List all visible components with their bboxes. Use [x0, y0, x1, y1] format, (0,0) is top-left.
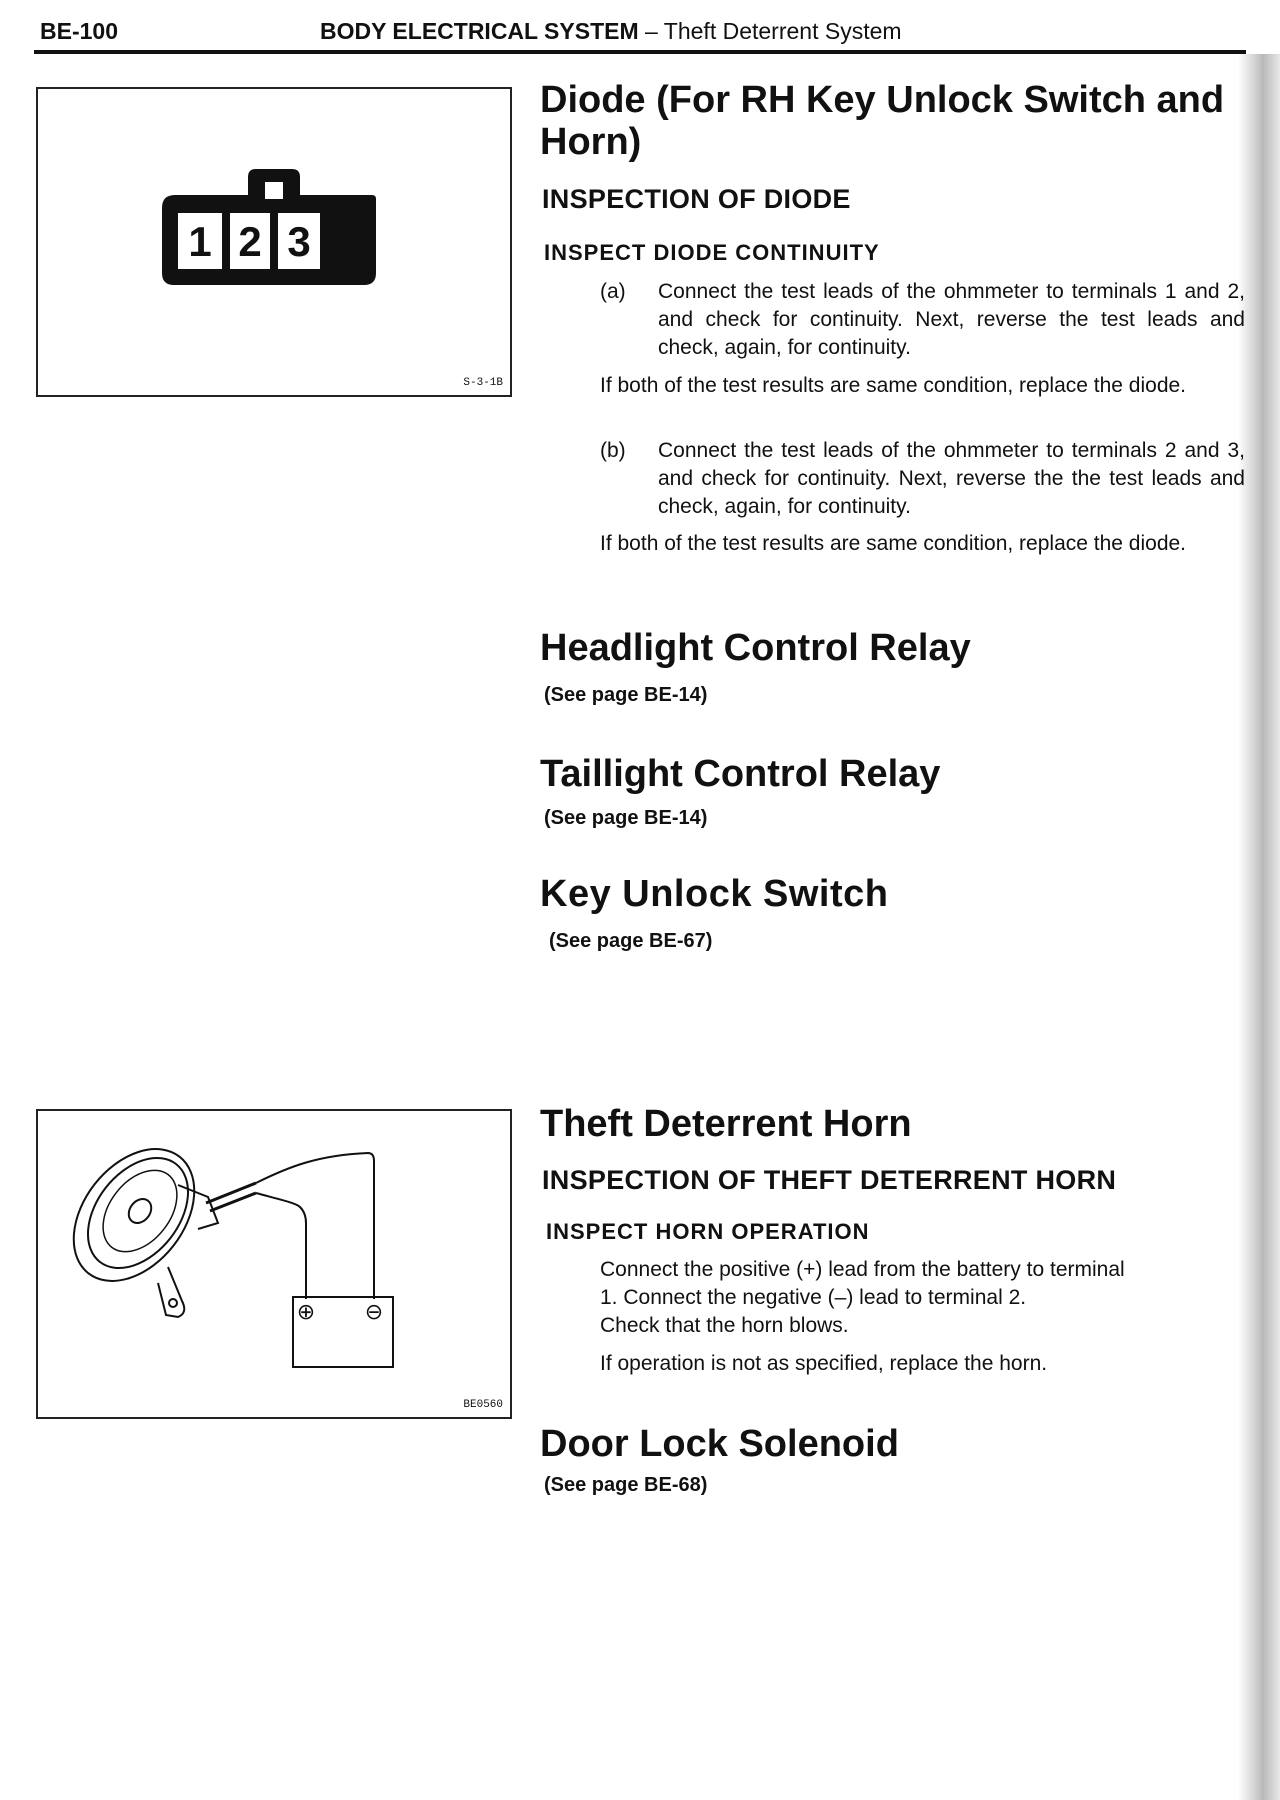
- horn-title: Theft Deterrent Horn: [540, 1103, 912, 1145]
- key-unlock-page-ref: (See page BE-67): [549, 930, 713, 952]
- taillight-page-ref: (See page BE-14): [544, 807, 708, 829]
- step-b-text: Connect the test leads of the ohmmeter to terminals 2 and 3, and check for continuity. Next, reverse the the test leads and check, again, for continuity.: [658, 439, 1245, 518]
- pin-label-2: 2: [238, 218, 262, 265]
- step-a-text: Connect the test leads of the ohmmeter to terminals 1 and 2, and check for continuity. Next, reverse the test leads and check, again, for continuity.: [658, 280, 1245, 359]
- bracket-bolt-hole: [169, 1299, 177, 1307]
- diode-step-b: [600, 437, 1245, 521]
- horn-figure: [36, 1109, 512, 1419]
- header-rule: [34, 50, 1246, 54]
- horn-instruction-line-2: 1. Connect the negative (–) lead to terminal 2.: [600, 1286, 1027, 1309]
- horn-note: If operation is not as specified, replace the horn.: [600, 1352, 1048, 1375]
- connector-lock-tab: [265, 182, 283, 199]
- negative-lead-wire: [256, 1153, 374, 1299]
- battery-positive-terminal: ⊕: [296, 1300, 316, 1325]
- taillight-title: Taillight Control Relay: [540, 753, 941, 795]
- key-unlock-title: Key Unlock Switch: [540, 873, 889, 915]
- door-lock-title: Door Lock Solenoid: [540, 1423, 899, 1465]
- horn-instruction-line-1: Connect the positive (+) lead from the battery to terminal: [600, 1258, 1125, 1281]
- diode-inspection-heading: INSPECTION OF DIODE: [542, 184, 851, 214]
- diode-continuity-subheading: INSPECT DIODE CONTINUITY: [544, 240, 880, 265]
- horn-instructions: [600, 1256, 1245, 1340]
- step-a-label: (a): [600, 280, 626, 303]
- section-title: BODY ELECTRICAL SYSTEM: [320, 18, 639, 44]
- horn-operation-subheading: INSPECT HORN OPERATION: [546, 1219, 870, 1244]
- step-b-label: (b): [600, 439, 626, 462]
- battery-negative-terminal: ⊖: [364, 1300, 384, 1325]
- horn-terminal-block: [178, 1185, 218, 1229]
- pin-label-1: 1: [188, 218, 212, 265]
- horn-inspection-heading: INSPECTION OF THEFT DETERRENT HORN: [542, 1165, 1117, 1195]
- horn-bracket: [158, 1267, 184, 1317]
- connector-figure: [36, 87, 512, 397]
- positive-lead-wire: [256, 1193, 306, 1299]
- test-lead-clips: [206, 1183, 256, 1211]
- headlight-page-ref: (See page BE-14): [544, 684, 708, 706]
- diode-step-a: [600, 278, 1245, 362]
- horn-outer-rim: [49, 1126, 219, 1304]
- page-number: BE-100: [40, 18, 118, 44]
- diode-note-a: If both of the test results are same condition, replace the diode.: [600, 374, 1187, 397]
- figure-code: S-3-1B: [463, 377, 503, 389]
- door-lock-page-ref: (See page BE-68): [544, 1474, 708, 1496]
- running-header: [320, 20, 902, 43]
- pin-label-3: 3: [287, 218, 311, 265]
- diode-title: Diode (For RH Key Unlock Switch and Horn): [540, 79, 1225, 163]
- connector-diagram: [38, 89, 510, 395]
- horn-diagram: [38, 1111, 510, 1417]
- horn-center: [124, 1195, 156, 1228]
- figure-code: BE0560: [463, 1399, 503, 1411]
- horn-instruction-line-3: Check that the horn blows.: [600, 1314, 849, 1337]
- diode-note-b: If both of the test results are same condition, replace the diode.: [600, 532, 1187, 555]
- subsection-title: – Theft Deterrent System: [645, 18, 902, 44]
- horn-body: [68, 1139, 209, 1287]
- headlight-title: Headlight Control Relay: [540, 627, 971, 669]
